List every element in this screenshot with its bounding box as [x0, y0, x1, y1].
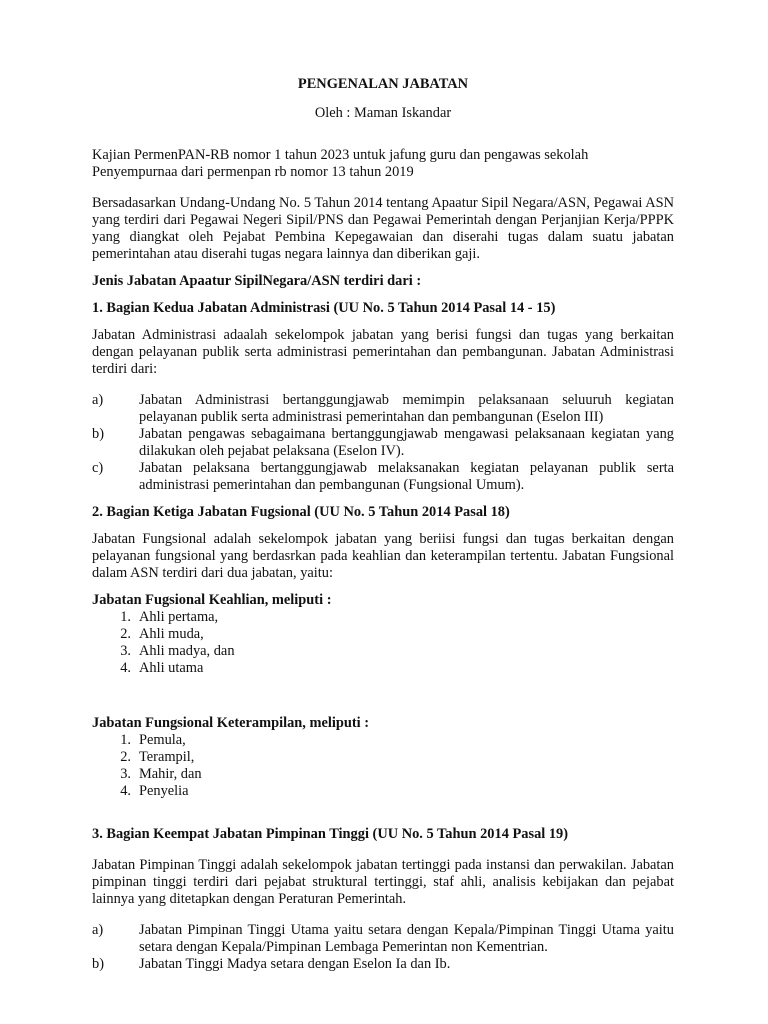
list-text: Pemula,: [139, 732, 186, 748]
list-marker: a): [92, 392, 104, 408]
list-text: Ahli madya, dan: [139, 643, 235, 659]
document-author: Oleh : Maman Iskandar: [314, 105, 452, 121]
list-marker: 1.: [120, 732, 131, 748]
list-text: Jabatan Tinggi Madya setara dengan Eselon Ia dan Ib.: [139, 956, 451, 972]
list-item: [92, 956, 674, 973]
list-item: [92, 766, 674, 783]
section-3-list: [92, 922, 674, 973]
list-text: Jabatan pengawas sebagaimana bertanggungjawab mengawasi pelaksanaan kegiatan yang dilakukan oleh pejabat pelaksana (Eselon IV).: [139, 426, 674, 459]
list-item: [92, 626, 674, 643]
keterampilan-heading: Jabatan Fungsional Keterampilan, meliputi :: [92, 715, 370, 731]
jenis-heading: Jenis Jabatan Apaatur SipilNegara/ASN terdiri dari :: [92, 273, 422, 289]
keahlian-heading: Jabatan Fugsional Keahlian, meliputi :: [92, 592, 332, 608]
section-1-heading: 1. Bagian Kedua Jabatan Administrasi (UU No. 5 Tahun 2014 Pasal 14 - 15): [92, 300, 556, 316]
list-marker: 3.: [120, 643, 131, 659]
list-marker: b): [92, 426, 104, 442]
list-text: Jabatan Pimpinan Tinggi Utama yaitu setara dengan Kepala/Pimpinan Tinggi Utama yaitu setara dengan Kepala/Pimpinan Lembaga Pemerintan non Kementrian.: [139, 922, 674, 955]
list-marker: c): [92, 460, 104, 476]
keterampilan-list: [92, 732, 674, 800]
list-text: Ahli pertama,: [139, 609, 219, 625]
intro-line: Kajian PermenPAN-RB nomor 1 tahun 2023 untuk jafung guru dan pengawas sekolah: [92, 147, 589, 163]
list-marker: b): [92, 956, 104, 972]
list-item: [92, 732, 674, 749]
section-1-list: [92, 392, 674, 494]
list-text: Ahli utama: [139, 660, 204, 676]
intro-paragraph: Bersadasarkan Undang-Undang No. 5 Tahun 2014 tentang Apaatur Sipil Negara/ASN, Pegawai ASN yang terdiri dari Pegawai Negeri Sipil/PNS dan Pegawai Pemerintah dengan Perjanjian Kerja/PPPK yang diangkat oleh Pejabat Pembina Kepegawaian dan diserahi tugas dalam suatu jabatan pemerintahan atau diserahi tugas negara lainnya dan diberikan gaji.: [92, 195, 674, 262]
list-text: Jabatan pelaksana bertanggungjawab melaksanakan kegiatan pelayanan publik serta administrasi pemerintahan dan pembangunan (Fungsional Umum).: [139, 460, 674, 493]
list-item: [92, 643, 674, 660]
list-item: [92, 460, 674, 494]
list-marker: 1.: [120, 609, 131, 625]
list-item: [92, 426, 674, 460]
list-item: [92, 749, 674, 766]
list-text: Mahir, dan: [139, 766, 202, 782]
list-marker: 4.: [120, 783, 131, 799]
list-text: Terampil,: [139, 749, 195, 765]
document-title: PENGENALAN JABATAN: [297, 76, 469, 92]
list-item: [92, 783, 674, 800]
list-text: Ahli muda,: [139, 626, 204, 642]
list-marker: 3.: [120, 766, 131, 782]
list-marker: a): [92, 922, 104, 938]
section-2-heading: 2. Bagian Ketiga Jabatan Fugsional (UU No. 5 Tahun 2014 Pasal 18): [92, 504, 510, 520]
list-text: Penyelia: [139, 783, 189, 799]
list-marker: 2.: [120, 626, 131, 642]
list-item: [92, 392, 674, 426]
list-text: Jabatan Administrasi bertanggungjawab memimpin pelaksanaan seluuruh kegiatan pelayanan publik serta administrasi pemerintahan dan pembangunan (Eselon III): [139, 392, 674, 425]
section-1-paragraph: Jabatan Administrasi adaalah sekelompok jabatan yang berisi fungsi dan tugas yang berkaitan dengan pelayanan publik serta administrasi pemerintahan dan pembangunan. Jabatan Administrasi terdiri dari:: [92, 327, 674, 377]
keahlian-list: [92, 609, 674, 677]
section-3-heading: 3. Bagian Keempat Jabatan Pimpinan Tinggi (UU No. 5 Tahun 2014 Pasal 19): [92, 826, 569, 842]
intro-block: [92, 147, 674, 181]
list-marker: 4.: [120, 660, 131, 676]
intro-line: Penyempurnaa dari permenpan rb nomor 13 tahun 2019: [92, 164, 414, 180]
section-3-paragraph: Jabatan Pimpinan Tinggi adalah sekelompok jabatan tertinggi pada instansi dan perwakilan. Jabatan pimpinan tinggi terdiri dari pejabat struktural tertinggi, staf ahli, analisis kebijakan dan pejabat lainnya yang ditetapkan dengan Peraturan Pemerintah.: [92, 857, 674, 907]
section-2-paragraph: Jabatan Fungsional adalah sekelompok jabatan yang beriisi fungsi dan tugas berkaitan dengan pelayanan fungsional yang berdasrkan pada keahlian dan keterampilan tertentu. Jabatan Fungsional dalam ASN terdiri dari dua jabatan, yaitu:: [92, 531, 674, 581]
list-item: [92, 609, 674, 626]
list-item: [92, 922, 674, 956]
list-item: [92, 660, 674, 677]
list-marker: 2.: [120, 749, 131, 765]
